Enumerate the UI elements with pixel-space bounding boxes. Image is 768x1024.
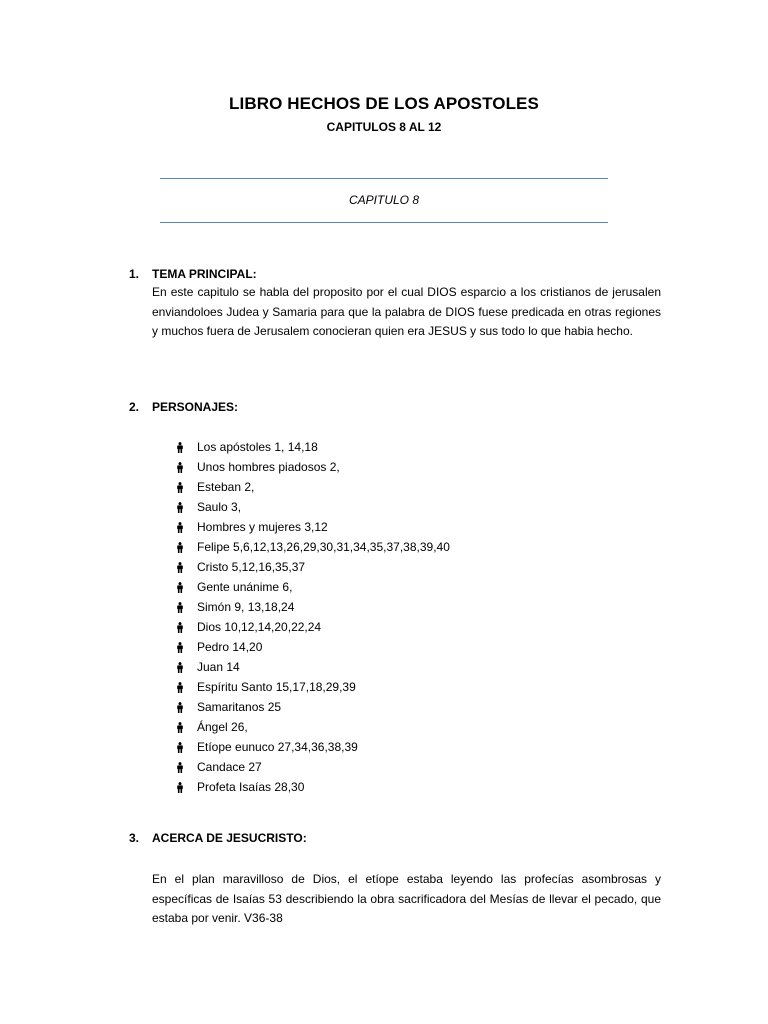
person-icon [176, 462, 184, 473]
section-title: ACERCA DE JESUCRISTO: [152, 831, 307, 845]
list-item [176, 457, 450, 477]
characters-list [176, 437, 450, 797]
section-acerca-de-jesucristo [129, 829, 661, 929]
section-number: 2. [129, 400, 140, 414]
person-icon [176, 762, 184, 773]
section-personajes [129, 398, 661, 416]
list-item [176, 717, 450, 737]
section-tema-principal [129, 265, 661, 342]
section-title: PERSONAJES: [152, 400, 239, 414]
list-item-text: Gente unánime 6, [197, 580, 293, 594]
chapter-rule-bottom [160, 222, 608, 223]
person-icon [176, 622, 184, 633]
section-number: 3. [129, 831, 140, 845]
list-item [176, 777, 450, 797]
section-paragraph: En este capitulo se habla del proposito por el cual DIOS esparcio a los cristianos de jerusalen enviandoloes Judea y Samaria para que la palabra de DIOS fuese predicada en otras regiones y muchos fuera de Jerusalem conocieran quien era JESUS y sus todo lo que habia hecho. [152, 285, 661, 339]
person-icon [176, 702, 184, 713]
person-icon [176, 562, 184, 573]
list-item [176, 597, 450, 617]
list-item-text: Juan 14 [197, 660, 240, 674]
person-icon [176, 502, 184, 513]
list-item-text: Dios 10,12,14,20,22,24 [197, 620, 322, 634]
person-icon [176, 542, 184, 553]
person-icon [176, 642, 184, 653]
list-item [176, 577, 450, 597]
list-item [176, 477, 450, 497]
person-icon [176, 522, 184, 533]
section-number: 1. [129, 267, 140, 281]
list-item [176, 557, 450, 577]
list-item [176, 617, 450, 637]
section-heading [129, 265, 661, 283]
list-item-text: Pedro 14,20 [197, 640, 263, 654]
chapter-heading: CAPITULO 8 [348, 193, 420, 207]
person-icon [176, 722, 184, 733]
person-icon [176, 582, 184, 593]
list-item-text: Esteban 2, [197, 480, 255, 494]
section-heading [129, 398, 661, 416]
person-icon [176, 782, 184, 793]
list-item [176, 757, 450, 777]
section-paragraph: En el plan maravilloso de Dios, el etíope estaba leyendo las profecías asombrosas y específicas de Isaías 53 describiendo la obra sacrificadora del Mesías de llevar el pecado, que estaba por venir. V36-38 [152, 872, 661, 926]
list-item-text: Unos hombres piadosos 2, [197, 460, 340, 474]
list-item [176, 697, 450, 717]
list-item [176, 677, 450, 697]
list-item-text: Espíritu Santo 15,17,18,29,39 [197, 680, 356, 694]
list-item [176, 637, 450, 657]
list-item [176, 657, 450, 677]
list-item-text: Los apóstoles 1, 14,18 [197, 440, 318, 454]
person-icon [176, 602, 184, 613]
list-item [176, 497, 450, 517]
list-item [176, 737, 450, 757]
person-icon [176, 682, 184, 693]
list-item [176, 517, 450, 537]
list-item-text: Candace 27 [197, 760, 262, 774]
list-item-text: Felipe 5,6,12,13,26,29,30,31,34,35,37,38,39,40 [197, 540, 450, 554]
list-item-text: Simón 9, 13,18,24 [197, 600, 295, 614]
list-item [176, 537, 450, 557]
list-item-text: Profeta Isaías 28,30 [197, 780, 305, 794]
person-icon [176, 442, 184, 453]
list-item-text: Ángel 26, [197, 720, 248, 734]
person-icon [176, 482, 184, 493]
section-title: TEMA PRINCIPAL: [152, 267, 257, 281]
document-title: LIBRO HECHOS DE LOS APOSTOLES [229, 94, 539, 113]
document-subtitle: CAPITULOS 8 AL 12 [326, 120, 442, 134]
list-item-text: Cristo 5,12,16,35,37 [197, 560, 306, 574]
list-item-text: Samaritanos 25 [197, 700, 282, 714]
list-item-text: Saulo 3, [197, 500, 242, 514]
chapter-rule-top [160, 178, 608, 179]
list-item-text: Hombres y mujeres 3,12 [197, 520, 328, 534]
section-heading [129, 829, 661, 847]
person-icon [176, 742, 184, 753]
list-item [176, 437, 450, 457]
list-item-text: Etíope eunuco 27,34,36,38,39 [197, 740, 358, 754]
person-icon [176, 662, 184, 673]
